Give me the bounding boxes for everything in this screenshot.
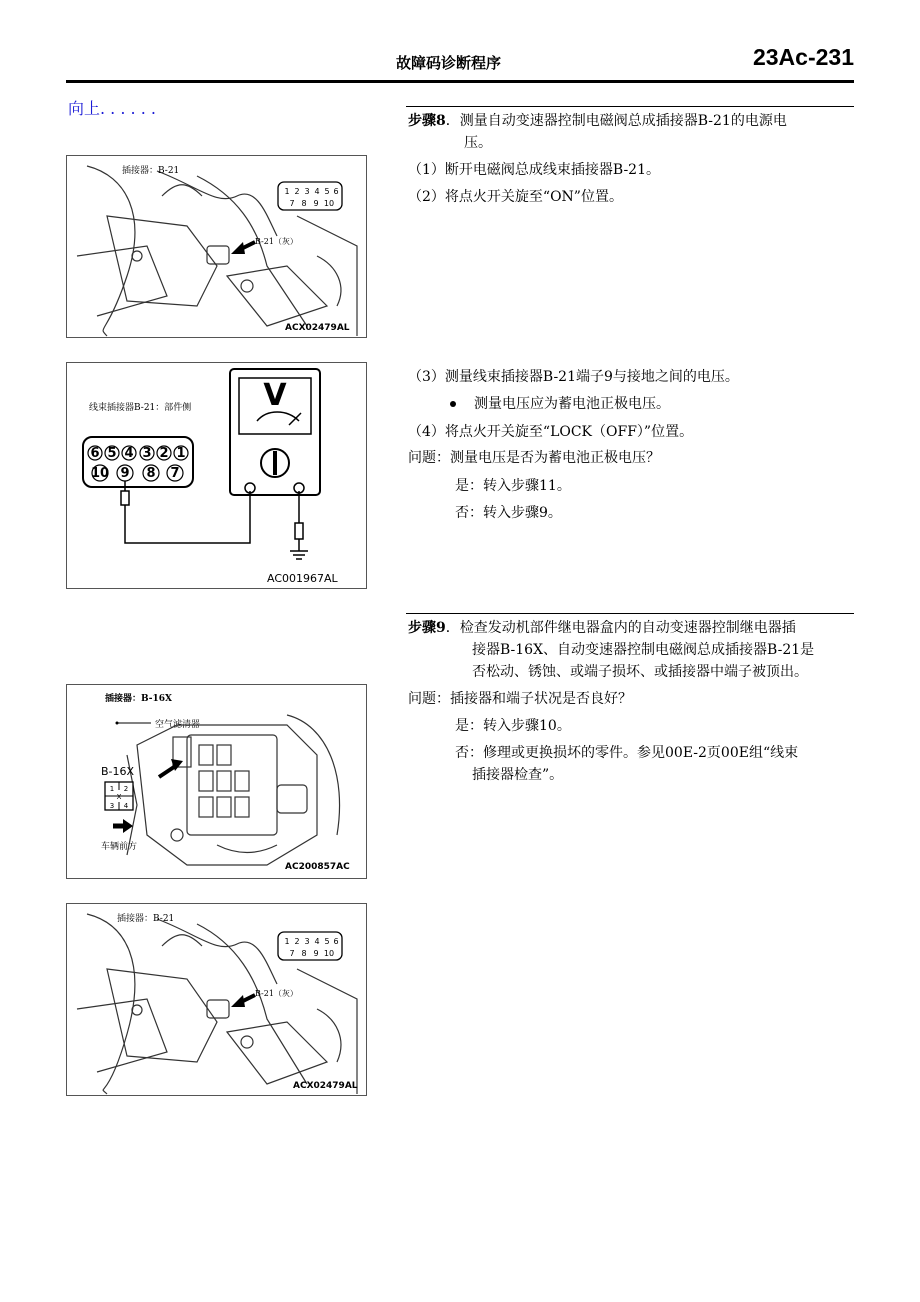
figure-b16x-location <box>66 684 367 879</box>
pin-label: 1 <box>284 187 290 196</box>
pin-label: 4 <box>123 802 129 810</box>
step9-no2: 插接器检查”。 <box>472 767 564 783</box>
b21-connector-id: B-21（灰） <box>255 989 298 998</box>
pin-label: 3 <box>142 446 152 461</box>
pin-label: 1 <box>284 937 290 946</box>
b16x-connector-id: B-16X <box>101 765 135 778</box>
meter-letter: V <box>263 378 287 413</box>
voltage-measurement-drawing <box>67 363 366 588</box>
pin-label: 7 <box>289 949 295 958</box>
step9-label: 步骤9 <box>408 620 446 636</box>
step8-sub4: （4）将点火开关旋至“LOCK（OFF）”位置。 <box>408 424 694 440</box>
step9-line3: 否松动、锈蚀、或端子损坏、或插接器中端子被顶出。 <box>472 664 808 680</box>
pin-label: 1 <box>109 785 115 793</box>
step8-sub2: （2）将点火开关旋至“ON”位置。 <box>408 189 623 205</box>
b21-connector-label: 插接器：B-21 <box>117 914 175 924</box>
pin-label: 6 <box>333 187 339 196</box>
page-code: 23Ac-231 <box>752 44 854 70</box>
pin-label: 6 <box>90 446 100 461</box>
air-filter-label: 空气滤清器 <box>155 720 201 730</box>
step8-bullet <box>450 393 670 415</box>
page-header-title: 故障码诊断程序 <box>396 54 502 72</box>
pin-label: 2 <box>159 446 169 461</box>
step8-sub3: （3）测量线束插接器B-21端子9与接地之间的电压。 <box>408 369 739 385</box>
figure-code: AC200857AC <box>285 862 350 872</box>
pin-label: 3 <box>304 187 310 196</box>
step8-question: 问题：测量电压是否为蓄电池正极电压？ <box>408 450 660 466</box>
figure-voltage-measurement <box>66 362 367 589</box>
step8-rule <box>406 106 854 107</box>
pin-label: 8 <box>301 949 307 958</box>
figure-code: AC001967AL <box>267 572 338 585</box>
b21-location-drawing-2 <box>67 904 366 1095</box>
step9-no1: 否：修理或更换损坏的零件。参见00E-2页00E组“线束 <box>455 745 799 761</box>
step9-yes: 是：转入步骤10。 <box>455 718 571 734</box>
pin-label: 3 <box>304 937 310 946</box>
step9-line1: 检查发动机部件继电器盒内的自动变速器控制继电器插 <box>459 620 796 636</box>
pin-label: 4 <box>124 446 134 461</box>
pin-label: 2 <box>123 785 129 793</box>
pin-label: 1 <box>176 446 186 461</box>
pin-label: 6 <box>333 937 339 946</box>
b21-connector-label: 插接器：B-21 <box>122 166 180 176</box>
harness-connector-label: 线束插接器B-21：部件侧 <box>89 403 192 413</box>
pin-label: 4 <box>314 187 320 196</box>
b21-location-drawing <box>67 156 366 337</box>
bullet-dot <box>450 401 456 407</box>
step8-sub1: （1）断开电磁阀总成线束插接器B-21。 <box>408 162 660 178</box>
b16x-location-drawing <box>67 685 366 878</box>
pin-label: 8 <box>146 466 156 481</box>
pin-label: 10 <box>323 949 335 958</box>
pin-label: 9 <box>313 949 319 958</box>
pin-label: 2 <box>294 187 300 196</box>
pin-label: 5 <box>107 446 117 461</box>
pin-label: 2 <box>294 937 300 946</box>
b16x-connector-label: 插接器：B-16X <box>105 694 173 704</box>
pin-label: 5 <box>324 187 330 196</box>
pin-label: 9 <box>120 466 130 481</box>
pin-label: 7 <box>170 466 180 481</box>
step8-heading: 步骤8．测量自动变速器控制电磁阀总成插接器B-21的电源电 <box>408 113 787 129</box>
figure-b21-location <box>66 155 367 338</box>
step8-bullet-text: 测量电压应为蓄电池正极电压。 <box>474 396 670 412</box>
step8-line1: 测量自动变速器控制电磁阀总成插接器B-21的电源电 <box>459 113 787 129</box>
step9-question: 问题：插接器和端子状况是否良好？ <box>408 691 632 707</box>
step9-rule <box>406 613 854 614</box>
step9-line2: 接器B-16X、自动变速器控制电磁阀总成插接器B-21是 <box>472 642 815 658</box>
pin-label: 8 <box>301 199 307 208</box>
pin-label: 3 <box>109 802 115 810</box>
step8-label: 步骤8 <box>408 113 446 129</box>
b21-connector-id: B-21（灰） <box>255 237 298 246</box>
pin-label: 10 <box>323 199 335 208</box>
pin-label: 9 <box>313 199 319 208</box>
figure-b21-location-2 <box>66 903 367 1096</box>
pin-label: 4 <box>314 937 320 946</box>
vehicle-front-label: 车辆前方 <box>101 842 138 852</box>
pin-label: 7 <box>289 199 295 208</box>
continue-link[interactable]: 向上. . . . . . <box>68 99 156 118</box>
pin-label: X <box>116 793 122 801</box>
pin-label: 10 <box>90 466 110 481</box>
step8-yes: 是：转入步骤11。 <box>455 478 571 494</box>
step8-line2: 压。 <box>464 135 492 151</box>
figure-code: ACX02479AL <box>293 1081 358 1091</box>
step8-no: 否：转入步骤9。 <box>455 505 562 521</box>
step9-heading: 步骤9．检查发动机部件继电器盒内的自动变速器控制继电器插 <box>408 620 796 636</box>
header-rule <box>66 80 854 83</box>
figure-code: ACX02479AL <box>285 323 350 333</box>
pin-label: 5 <box>324 937 330 946</box>
